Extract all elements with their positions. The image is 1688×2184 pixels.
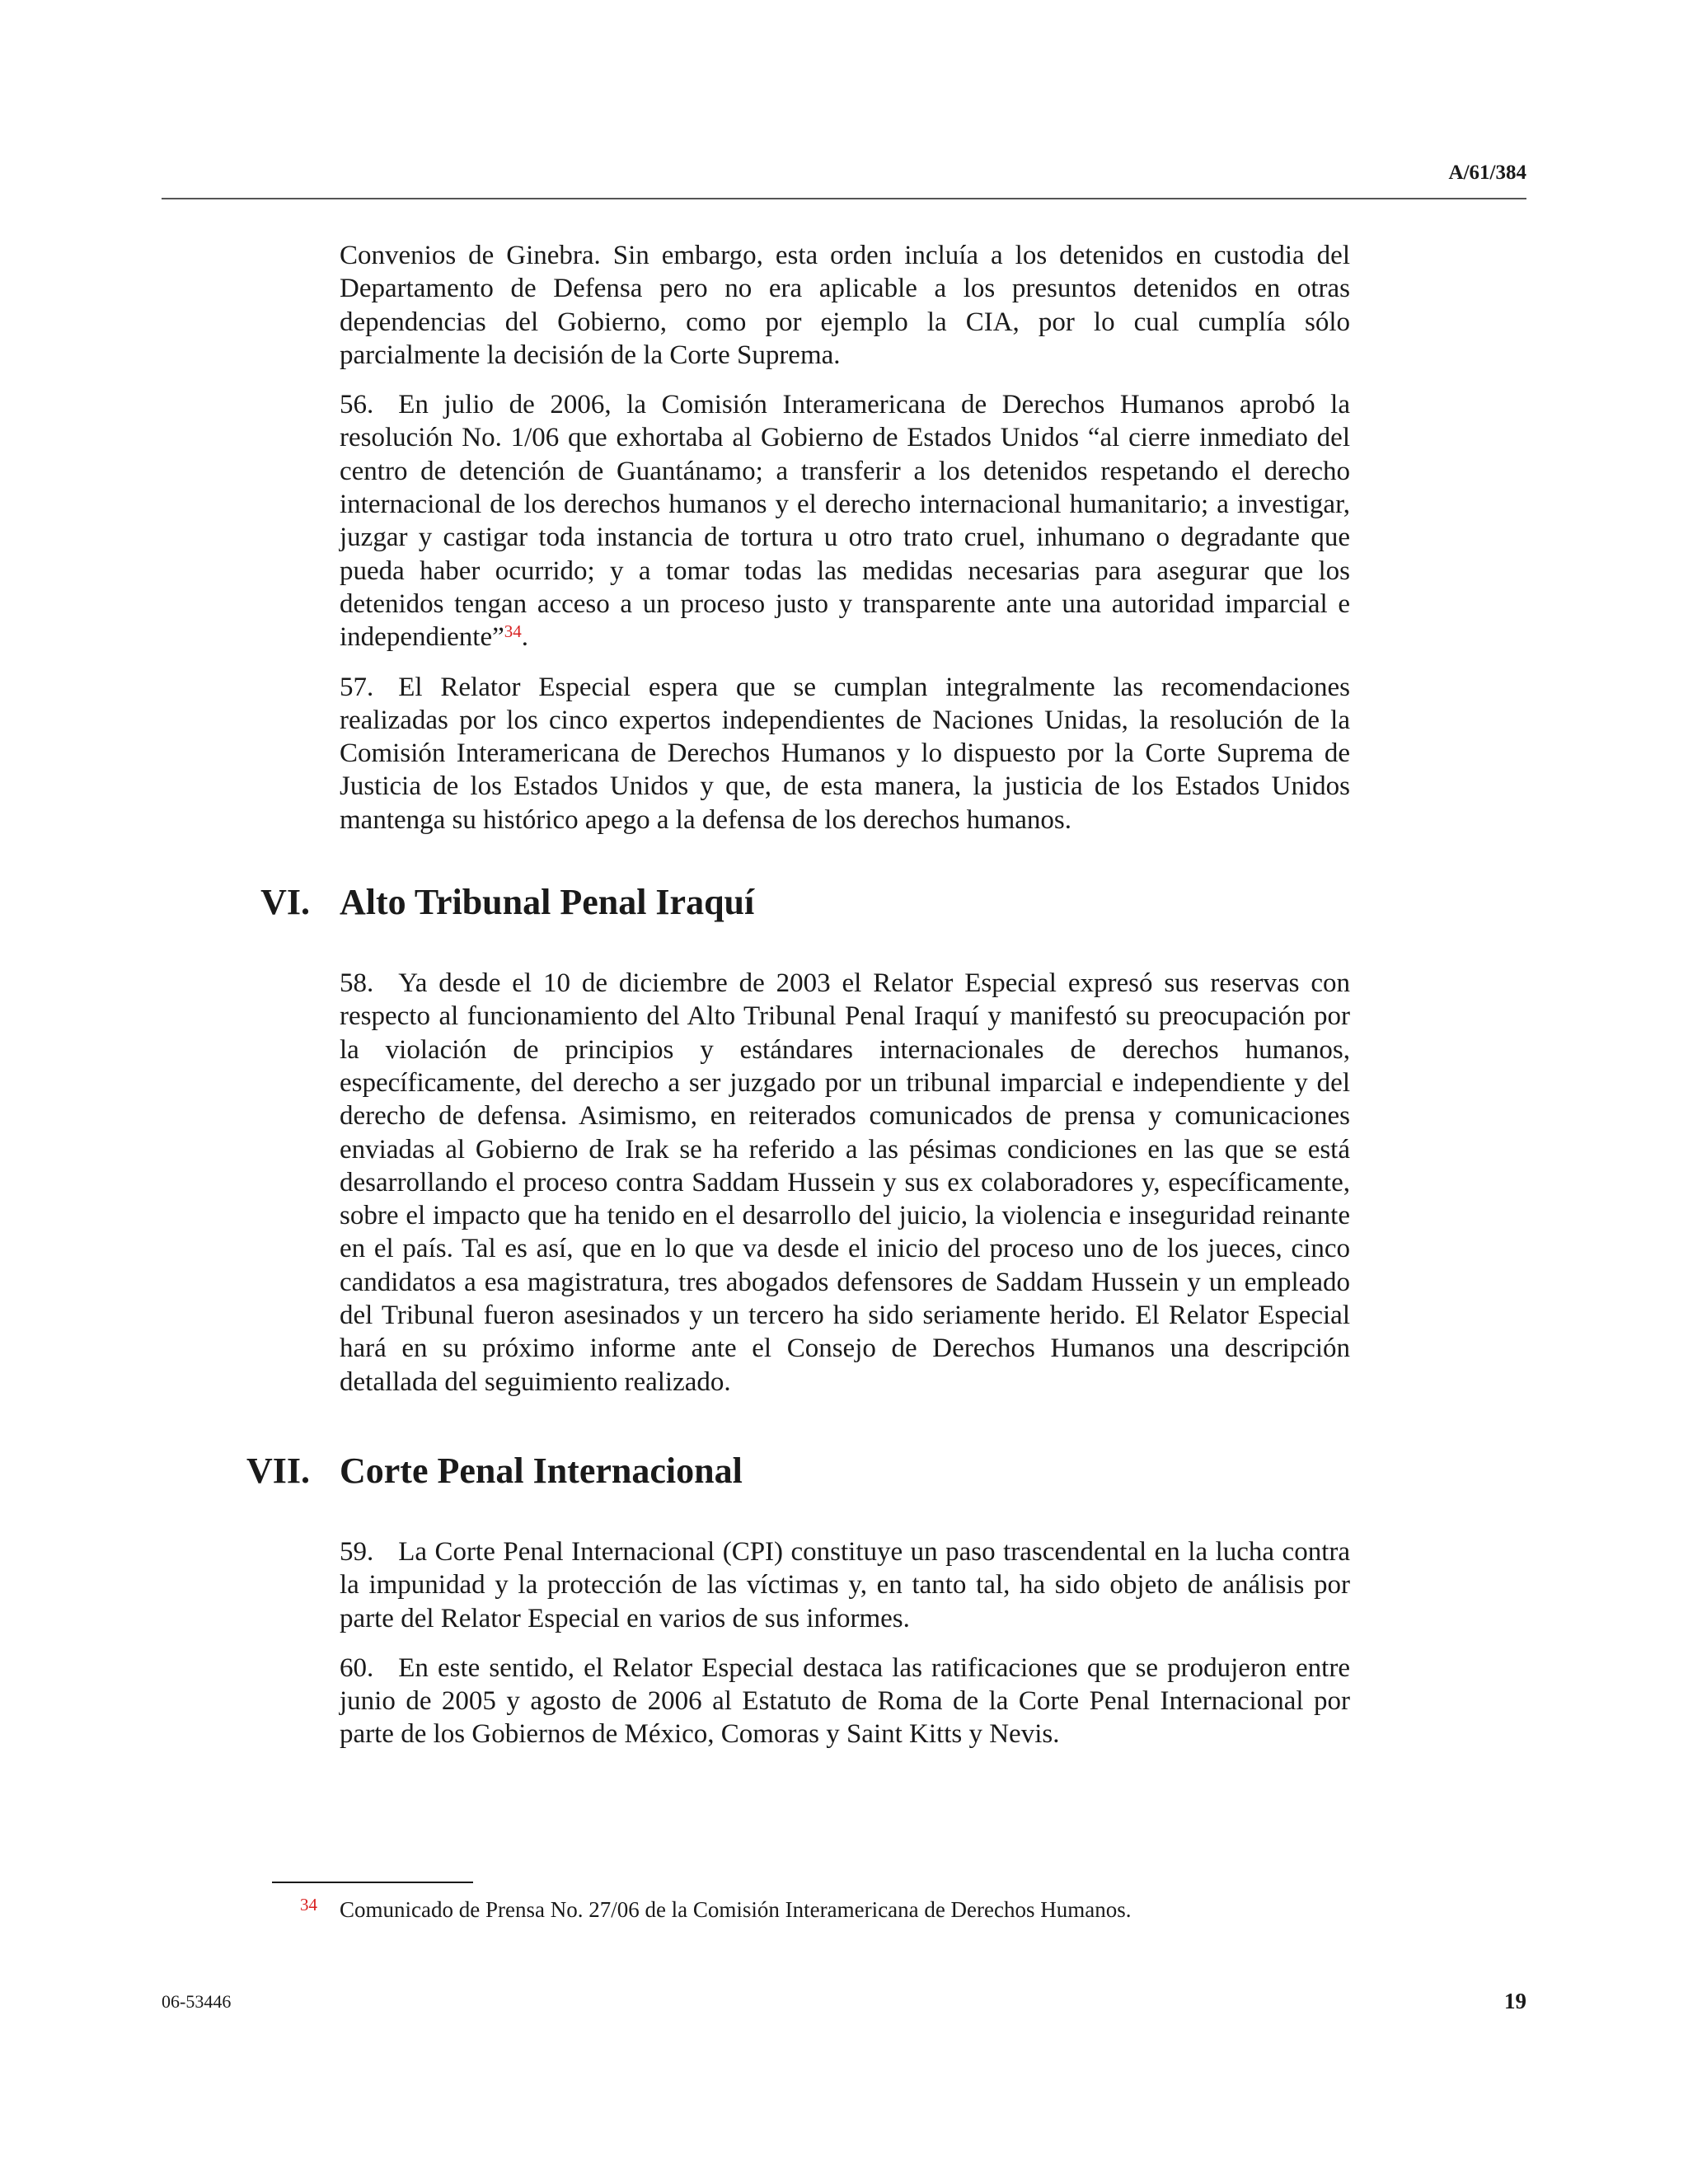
paragraph-text-end: .: [521, 622, 528, 653]
paragraph-59: [340, 1535, 1350, 1635]
footnote-rule: [272, 1882, 473, 1883]
paragraph-56: [340, 388, 1350, 654]
section-heading-vi: [260, 878, 1350, 927]
paragraph-number: 57.: [340, 672, 374, 702]
paragraph-number: 60.: [340, 1652, 374, 1683]
document-symbol: A/61/384: [1448, 162, 1526, 184]
paragraph-number: 59.: [340, 1536, 374, 1567]
job-number: 06-53446: [162, 1991, 232, 2012]
paragraph-57: [340, 671, 1350, 837]
section-title: Corte Penal Internacional: [340, 1450, 743, 1491]
paragraph-text: La Corte Penal Internacional (CPI) constituye un paso trascendental en la lucha contra la impunidad y la protección de las víctimas y, en tanto tal, ha sido objeto de análisis por parte del Relator Especial en varios de sus informes.: [340, 1536, 1350, 1633]
paragraph-text: En julio de 2006, la Comisión Interamericana de Derechos Humanos aprobó la resolución No. 1/06 que exhortaba al Gobierno de Estados Unidos “al cierre inmediato del centro de detención de Guantánamo; a transferir a los detenidos respetando el derecho internacional de los derechos humanos y el derecho internacional humanitario; a investigar, juzgar y castigar toda instancia de tortura u otro trato cruel, inhumano o degradante que pueda haber ocurrido; y a tomar todas las medidas necesarias para asegurar que los detenidos tengan acceso a un proceso justo y transparente ante una autoridad imparcial e independiente”: [340, 390, 1350, 653]
paragraph-text: Convenios de Ginebra. Sin embargo, esta orden incluía a los detenidos en custodia del Departamento de Defensa pero no era aplicable a los presuntos detenidos en otras dependencias del Gobierno, como por ejemplo la CIA, por lo cual cumplía sólo parcialmente la decisión de la Corte Suprema.: [340, 241, 1350, 370]
section-title: Alto Tribunal Penal Iraquí: [340, 882, 755, 923]
paragraph-continuation: [340, 239, 1350, 372]
paragraph-number: 58.: [340, 968, 374, 999]
paragraph-58: [340, 967, 1350, 1399]
paragraph-text: En este sentido, el Relator Especial destaca las ratificaciones que se produjeron entre junio de 2005 y agosto de 2006 al Estatuto de Roma de la Corte Penal Internacional por parte de los Gobiernos de México, Comoras y Saint Kitts y Nevis.: [340, 1652, 1350, 1750]
paragraph-number: 56.: [340, 390, 374, 420]
document-body: [246, 239, 1350, 1768]
footnote-text: Comunicado de Prensa No. 27/06 de la Comisión Interamericana de Derechos Humanos.: [340, 1897, 1132, 1922]
footnote-number: 34: [300, 1895, 317, 1915]
paragraph-60: [340, 1652, 1350, 1751]
paragraph-text: Ya desde el 10 de diciembre de 2003 el Relator Especial expresó sus reservas con respecto al funcionamiento del Alto Tribunal Penal Iraquí y manifestó su preocupación por la violación de principios y estándares internacionales de derechos humanos, específicamente, del derecho a ser juzgado por un tribunal imparcial e independiente y del derecho de defensa. Asimismo, en reiterados comunicados de prensa y comunicaciones enviadas al Gobierno de Irak se ha referido a las pésimas condiciones en las que se está desarrollando el proceso contra Saddam Hussein y sus ex colaboradores y, específicamente, sobre el impacto que ha tenido en el desarrollo del juicio, la violencia e inseguridad reinante en el país. Tal es así, que en lo que va desde el inicio del proceso uno de los jueces, cinco candidatos a esa magistratura, tres abogados defensores de Saddam Hussein y un empleado del Tribunal fueron asesinados y un tercero ha sido seriamente herido. El Relator Especial hará en su próximo informe ante el Consejo de Derechos Humanos una descripción detallada del seguimiento realizado.: [340, 968, 1350, 1397]
section-number: VI.: [260, 882, 310, 923]
footnote-reference-link[interactable]: 34: [504, 621, 522, 642]
section-heading-vii: [246, 1446, 1350, 1496]
section-number: VII.: [246, 1450, 310, 1491]
page-number: 19: [1504, 1989, 1526, 2013]
paragraph-text: El Relator Especial espera que se cumplan integralmente las recomendaciones realizadas por los cinco expertos independientes de Naciones Unidas, la resolución de la Comisión Interamericana de Derechos Humanos y lo dispuesto por la Corte Suprema de Justicia de los Estados Unidos y que, de esta manera, la justicia de los Estados Unidos mantenga su histórico apego a la defensa de los derechos humanos.: [340, 672, 1350, 835]
footnote: [300, 1895, 1461, 1924]
header-rule: [162, 198, 1526, 199]
